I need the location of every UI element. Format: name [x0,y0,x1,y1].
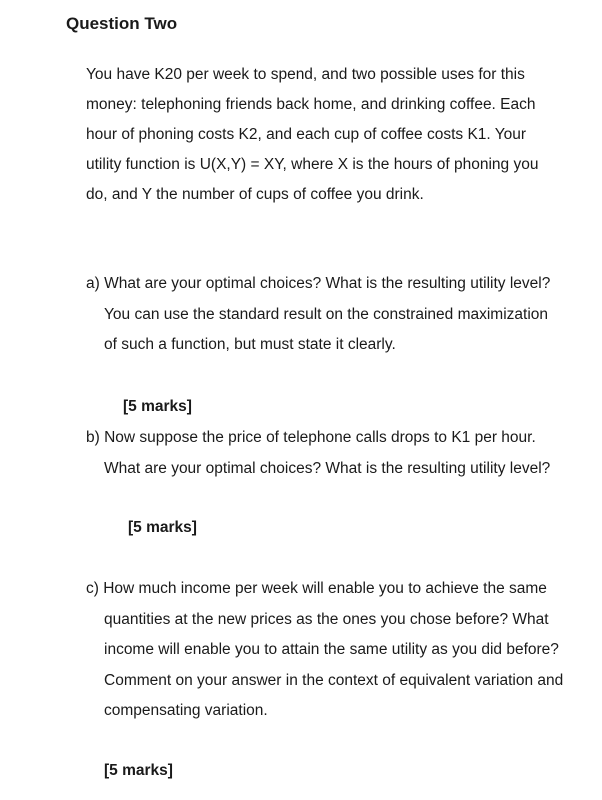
part-c-text: c) How much income per week will enable you to achieve the same quantities at the new prices as the ones you chose before? What income will enable you to attain the same utility as you did before? Comment on your answer in the context of equivalent variation and compensating variation. [86,580,564,719]
part-b-marks: [5 marks] [128,519,197,536]
question-intro: You have K20 per week to spend, and two possible uses for this money: telephoning friends back home, and drinking coffee. Each hour of phoning costs K2, and each cup of coffee costs K1. Your utility function is U(X,Y) = XY, where X is the hours of phoning you do, and Y the number of cups of coffee you drink. [86,66,539,203]
part-b-text: b) Now suppose the price of telephone calls drops to K1 per hour. What are your optimal choices? What is the resulting utility level? [86,429,551,477]
part-a-marks: [5 marks] [123,398,192,415]
part-c-marks: [5 marks] [104,762,173,779]
question-heading: Question Two [66,14,178,33]
part-a-text: a) What are your optimal choices? What is the resulting utility level? You can use the standard result on the constrained maximization of such a function, but must state it clearly. [86,275,551,353]
